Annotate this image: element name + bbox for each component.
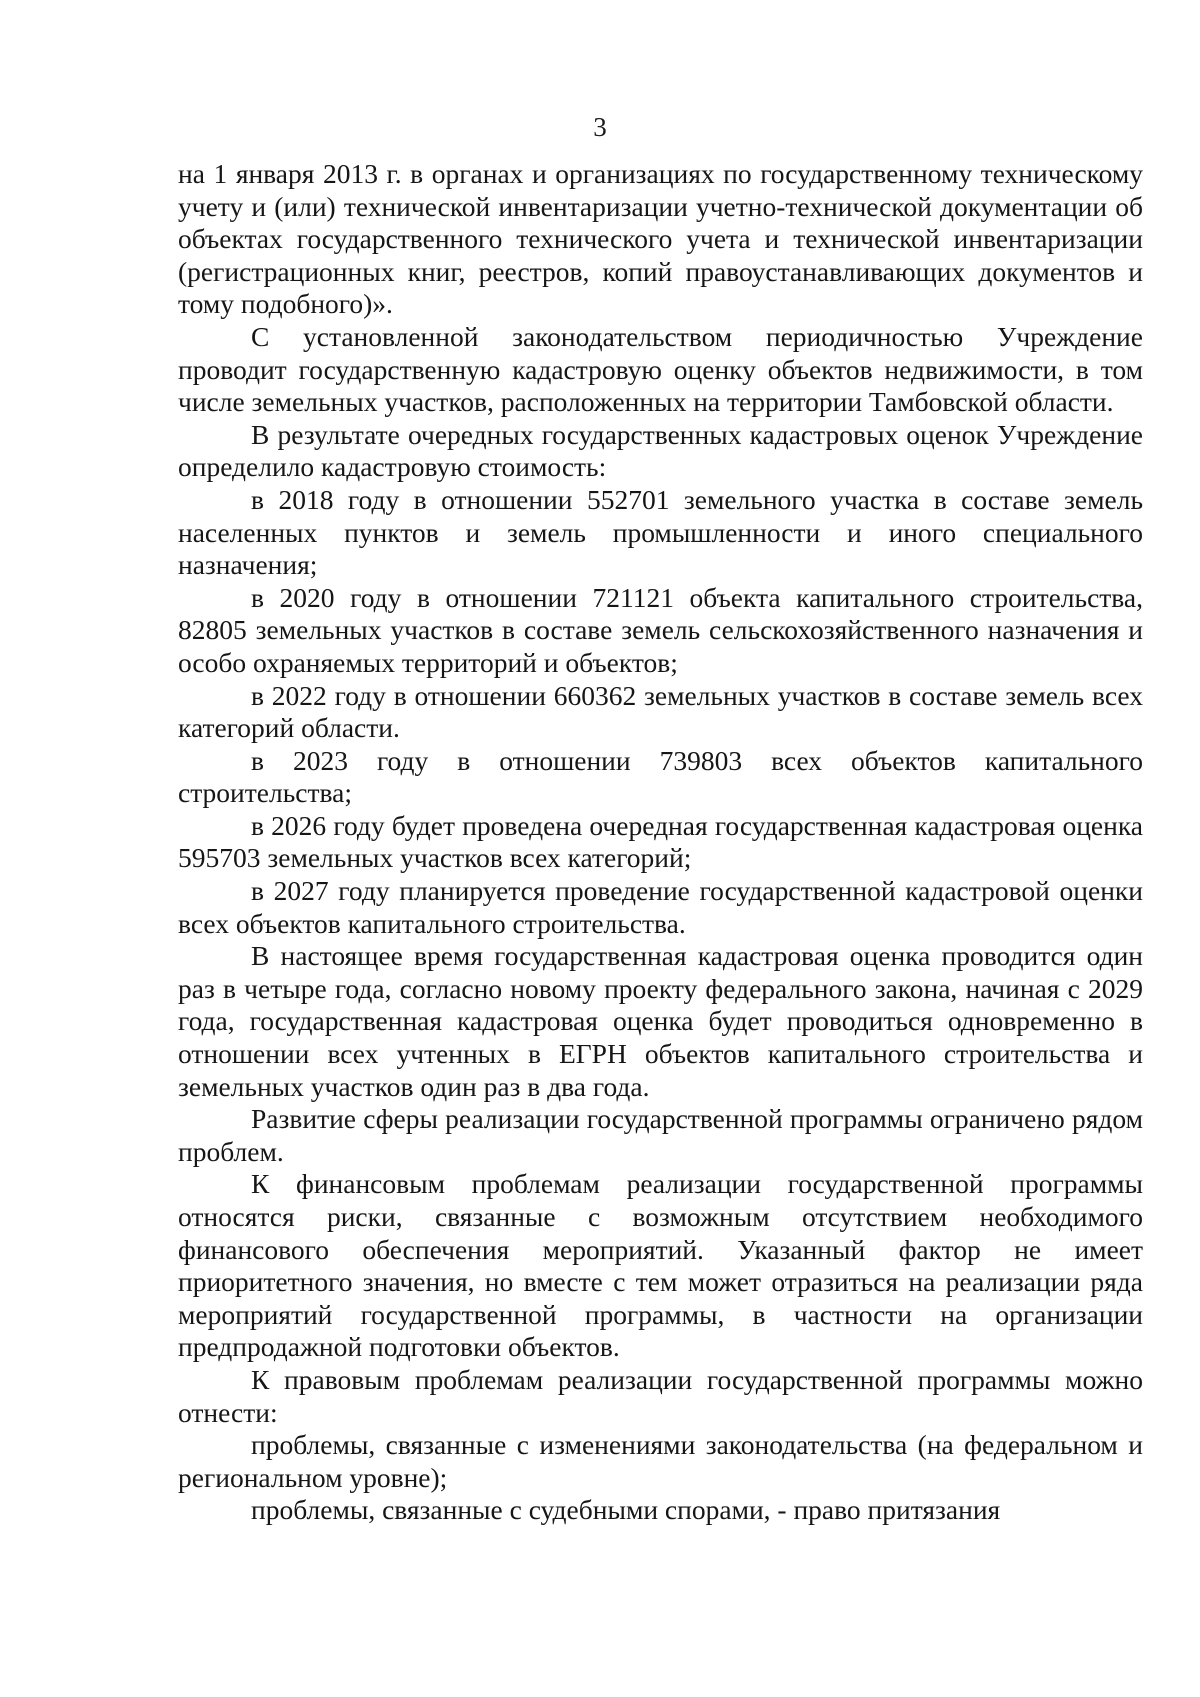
page-number: 3 xyxy=(593,112,607,142)
paragraph: в 2026 году будет проведена очередная государственная кадастровая оценка 595703 земельных участков всех категорий; xyxy=(178,809,1143,874)
paragraph: В настоящее время государственная кадастровая оценка проводится один раз в четыре года, согласно новому проекту федерального закона, начиная с 2029 года, государственная кадастровая оценка будет проводиться одновременно в отношении всех учтенных в ЕГРН объектов капитального строительства и земельных участков один раз в два года. xyxy=(178,940,1143,1102)
document-body xyxy=(178,158,1143,1527)
paragraph: в 2018 году в отношении 552701 земельного участка в составе земель населенных пунктов и земель промышленности и иного специального назначения; xyxy=(178,483,1143,581)
paragraph: К правовым проблемам реализации государственной программы можно отнести: xyxy=(178,1363,1143,1428)
paragraph: в 2022 году в отношении 660362 земельных участков в составе земель всех категорий области. xyxy=(178,679,1143,744)
paragraph: в 2027 году планируется проведение государственной кадастровой оценки всех объектов капитального строительства. xyxy=(178,875,1143,939)
paragraph: в 2020 году в отношении 721121 объекта капитального строительства, 82805 земельных участков в составе земель сельскохозяйственного назначения и особо охраняемых территорий и объектов; xyxy=(178,581,1143,678)
paragraph: К финансовым проблемам реализации государственной программы относятся риски, связанные с возможным отсутствием необходимого финансового обеспечения мероприятий. Указанный фактор не имеет приоритетного значения, но вместе с тем может отразиться на реализации ряда мероприятий государственной программы, в частности на организации предпродажной подготовки объектов. xyxy=(178,1168,1143,1363)
paragraph: проблемы, связанные с изменениями законодательства (на федеральном и региональном уровне); xyxy=(178,1429,1143,1493)
paragraph: в 2023 году в отношении 739803 всех объектов капитального строительства; xyxy=(178,744,1143,809)
paragraph: С установленной законодательством периодичностью Учреждение проводит государственную кадастровую оценку объектов недвижимости, в том числе земельных участков, расположенных на территории Тамбовской области. xyxy=(178,320,1143,418)
paragraph: проблемы, связанные с судебными спорами, - право притязания xyxy=(251,1494,1001,1526)
paragraph: Развитие сферы реализации государственной программы ограничено рядом проблем. xyxy=(178,1103,1143,1167)
paragraph: В результате очередных государственных кадастровых оценок Учреждение определило кадастровую стоимость: xyxy=(178,418,1143,483)
paragraph: на 1 января 2013 г. в органах и организациях по государственному техническому учету и (или) технической инвентаризации учетно-технической документации об объектах государственного технического учета и технической инвентаризации (регистрационных книг, реестров, копий правоустанавливающих документов и тому подобного)». xyxy=(178,158,1143,320)
